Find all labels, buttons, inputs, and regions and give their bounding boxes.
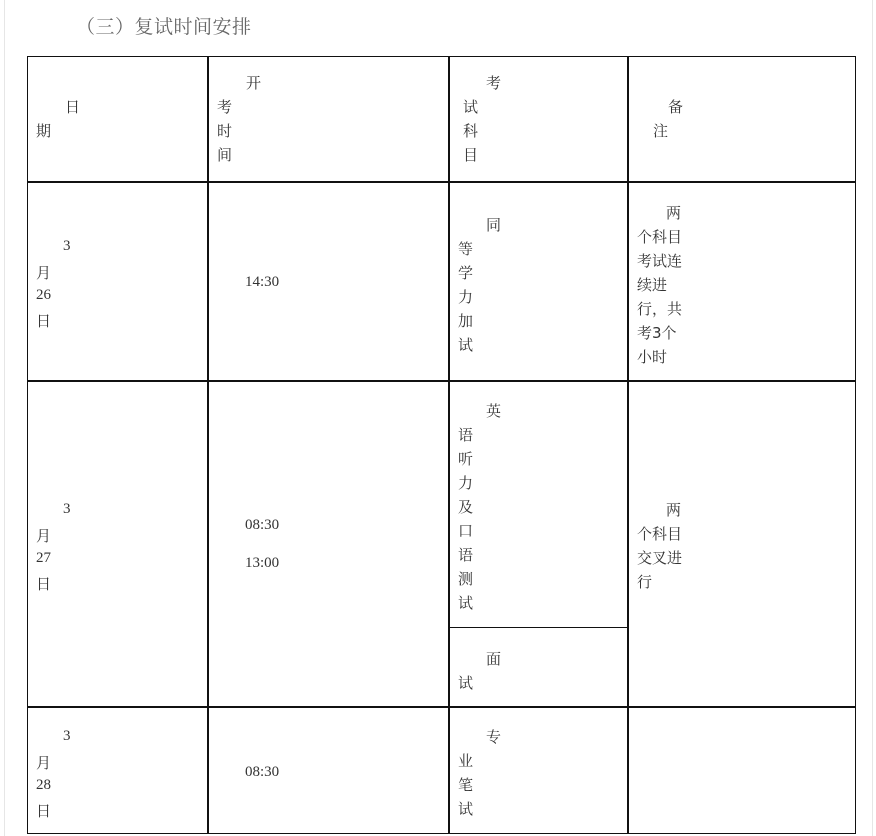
row3-subject-cell [449, 707, 628, 834]
row2-time-1: 13:00 [245, 555, 280, 571]
row2-remark-rest-2: 行 [637, 573, 653, 591]
header-subject-rest-0: 试 [463, 98, 479, 116]
header-remark-rest: 注 [653, 122, 669, 140]
row3-subject-first: 专 [486, 728, 502, 746]
row2-date-first: 3 [63, 501, 71, 517]
row2-subject-cell-b [449, 627, 628, 707]
row2-date-rest-0: 月 [36, 527, 52, 545]
row1-remark-rest-3: 行，共 [637, 300, 683, 318]
row2-remark-cell [628, 381, 856, 707]
row2-date-rest-1: 27 [36, 550, 51, 566]
header-subject-rest-1: 科 [463, 122, 479, 140]
row1-subject-rest-3: 加 [458, 312, 474, 330]
row2-subject-a-rest-7: 试 [458, 594, 474, 612]
header-time-rest-2: 间 [217, 146, 233, 164]
row1-remark-first: 两 [666, 204, 682, 222]
header-cell-date [27, 56, 208, 182]
row2-date-cell [27, 381, 208, 707]
row1-remark-rest-5: 小时 [637, 348, 668, 366]
row1-remark-rest-1: 考试连 [637, 252, 683, 270]
row1-date-rest-2: 日 [36, 312, 52, 330]
row1-subject-rest-4: 试 [458, 336, 474, 354]
row1-subject-cell [449, 182, 628, 381]
row2-subject-a-rest-2: 力 [458, 474, 474, 492]
header-date-first: 日 [65, 98, 81, 116]
row2-subject-a-rest-1: 听 [458, 450, 474, 468]
row1-subject-rest-2: 力 [458, 288, 474, 306]
row2-subject-b-rest-0: 试 [458, 674, 474, 692]
row3-subject-rest-0: 业 [458, 752, 474, 770]
row2-subject-a-rest-3: 及 [458, 498, 474, 516]
row2-subject-cell-a [449, 381, 628, 628]
header-cell-time [208, 56, 449, 182]
row2-remark-rest-1: 交叉进 [637, 549, 683, 567]
header-date-rest: 期 [36, 122, 52, 140]
row2-subject-b-first: 面 [486, 650, 502, 668]
row2-remark-first: 两 [666, 501, 682, 519]
row3-date-rest-2: 日 [36, 802, 52, 820]
row3-date-first: 3 [63, 728, 71, 744]
row3-date-rest-1: 28 [36, 777, 51, 793]
header-cell-subject [449, 56, 628, 182]
row2-subject-a-rest-4: 口 [458, 522, 474, 540]
row1-date-cell [27, 182, 208, 381]
row3-time-cell [208, 707, 449, 834]
page-right-rule [872, 0, 873, 836]
row1-time-0: 14:30 [245, 274, 280, 290]
row1-date-first: 3 [63, 238, 71, 254]
row1-subject-rest-0: 等 [458, 240, 474, 258]
row1-subject-first: 同 [486, 216, 502, 234]
row2-subject-a-rest-0: 语 [458, 426, 474, 444]
section-title: （三）复试时间安排 [76, 16, 252, 38]
page-left-rule [4, 0, 5, 836]
header-time-rest-0: 考 [217, 98, 233, 116]
row3-time-0: 08:30 [245, 764, 280, 780]
header-remark-first: 备 [668, 98, 684, 116]
row3-subject-rest-2: 试 [458, 800, 474, 818]
row1-date-rest-0: 月 [36, 264, 52, 282]
row1-remark-rest-2: 续进 [637, 276, 668, 294]
header-subject-first: 考 [486, 74, 502, 92]
header-cell-remark [628, 56, 856, 182]
row2-time-0: 08:30 [245, 517, 280, 533]
row3-remark-cell [628, 707, 856, 834]
row2-subject-a-rest-5: 语 [458, 546, 474, 564]
row1-remark-rest-4: 考3个 [637, 324, 677, 342]
row1-subject-rest-1: 学 [458, 264, 474, 282]
row2-date-rest-2: 日 [36, 575, 52, 593]
row3-subject-rest-1: 笔 [458, 776, 474, 794]
row2-subject-a-rest-6: 测 [458, 570, 474, 588]
row1-remark-rest-0: 个科目 [637, 228, 683, 246]
header-subject-rest-2: 目 [463, 146, 479, 164]
row2-remark-rest-0: 个科目 [637, 525, 683, 543]
row1-time-cell [208, 182, 449, 381]
header-time-first: 开 [246, 74, 262, 92]
row2-subject-a-first: 英 [486, 402, 502, 420]
header-time-rest-1: 时 [217, 122, 233, 140]
row3-date-rest-0: 月 [36, 754, 52, 772]
row1-date-rest-1: 26 [36, 287, 51, 303]
row2-time-cell [208, 381, 449, 707]
row1-remark-cell [628, 182, 856, 381]
row3-date-cell [27, 707, 208, 834]
